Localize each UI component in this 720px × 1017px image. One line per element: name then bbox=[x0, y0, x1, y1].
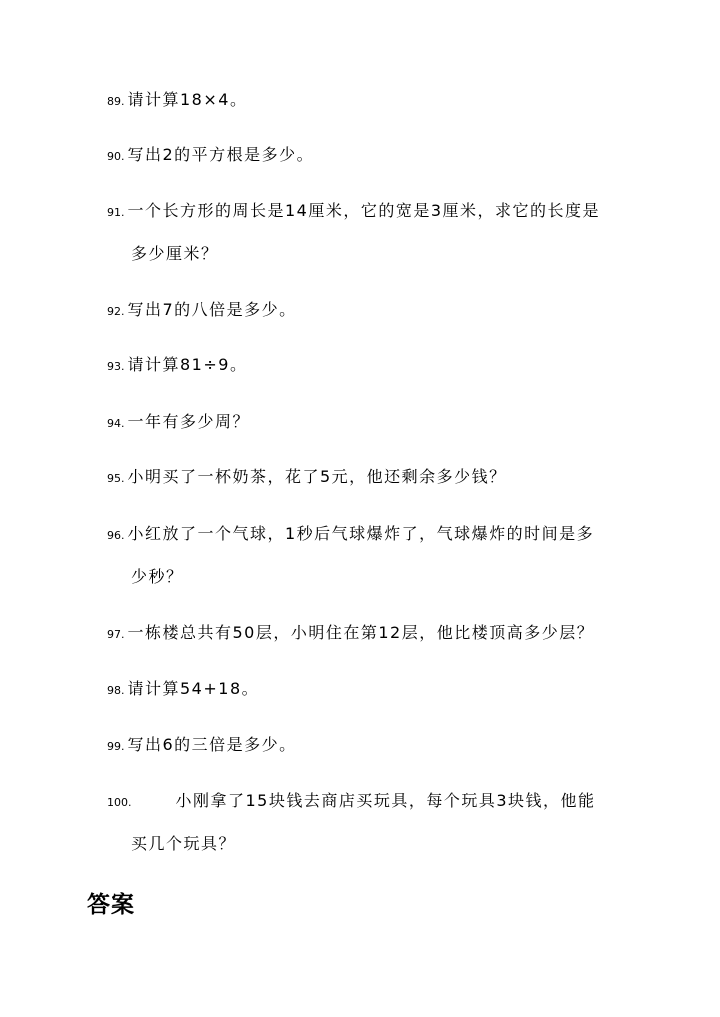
question-97 bbox=[107, 623, 647, 645]
question-number: 89. bbox=[107, 95, 125, 108]
question-text: 请计算54+18。 bbox=[127, 679, 260, 698]
question-number: 95. bbox=[107, 472, 125, 485]
question-100-continuation: 买几个玩具？ bbox=[131, 834, 237, 853]
question-text: 请计算81÷9。 bbox=[127, 355, 248, 374]
question-text: 写出6的三倍是多少。 bbox=[127, 735, 297, 754]
question-number: 100. bbox=[107, 796, 132, 809]
question-89 bbox=[107, 90, 647, 112]
question-96 bbox=[107, 524, 647, 546]
answers-heading: 答案 bbox=[87, 892, 135, 918]
question-number: 90. bbox=[107, 150, 125, 163]
question-text: 一个长方形的周长是14厘米，它的宽是3厘米，求它的长度是 bbox=[127, 201, 601, 220]
question-100 bbox=[107, 791, 647, 813]
question-number: 91. bbox=[107, 206, 125, 219]
question-text: 一栋楼总共有50层，小明住在第12层，他比楼顶高多少层？ bbox=[127, 623, 595, 642]
question-text: 写出7的八倍是多少。 bbox=[127, 300, 297, 319]
question-number: 92. bbox=[107, 305, 125, 318]
question-number: 94. bbox=[107, 417, 125, 430]
question-91 bbox=[107, 201, 647, 223]
question-number: 96. bbox=[107, 529, 125, 542]
question-94 bbox=[107, 412, 647, 434]
question-95 bbox=[107, 467, 647, 489]
question-text: 小刚拿了15块钱去商店买玩具，每个玩具3块钱，他能 bbox=[175, 791, 596, 810]
question-number: 97. bbox=[107, 628, 125, 641]
question-92 bbox=[107, 300, 647, 322]
question-text: 写出2的平方根是多少。 bbox=[127, 145, 315, 164]
question-number: 98. bbox=[107, 684, 125, 697]
question-96-continuation: 少秒？ bbox=[131, 567, 184, 586]
question-text: 小明买了一杯奶茶，花了5元，他还剩余多少钱？ bbox=[127, 467, 507, 486]
question-text: 请计算18×4。 bbox=[127, 90, 248, 109]
question-text: 一年有多少周？ bbox=[127, 412, 251, 431]
question-number: 99. bbox=[107, 740, 125, 753]
question-91-continuation: 多少厘米？ bbox=[131, 244, 219, 263]
question-93 bbox=[107, 355, 647, 377]
question-98 bbox=[107, 679, 647, 701]
question-number: 93. bbox=[107, 360, 125, 373]
question-90 bbox=[107, 145, 647, 167]
question-99 bbox=[107, 735, 647, 757]
question-text: 小红放了一个气球，1秒后气球爆炸了，气球爆炸的时间是多 bbox=[127, 524, 595, 543]
